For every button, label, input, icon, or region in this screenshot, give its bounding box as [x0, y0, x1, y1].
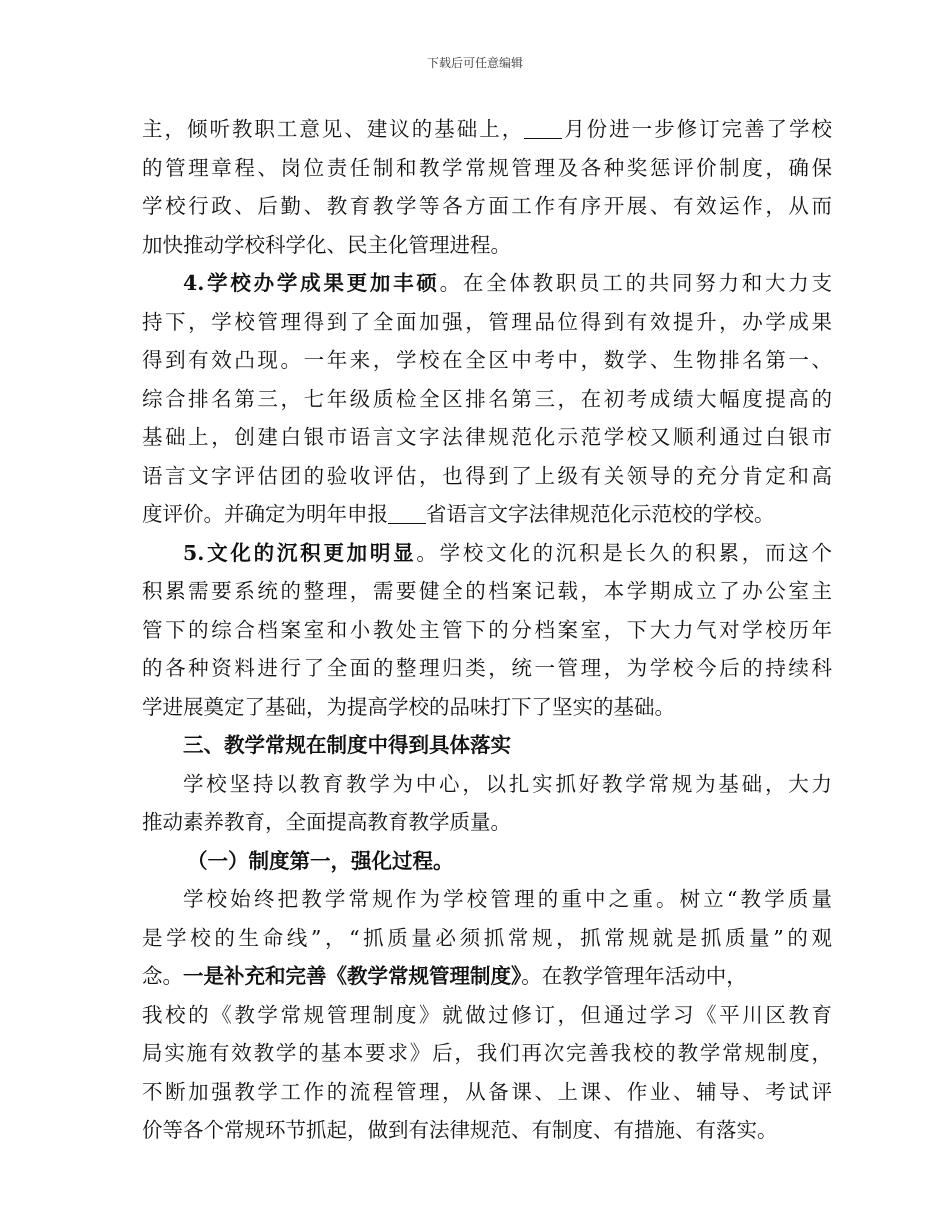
subsection-heading: （一）制度第一，强化过程。 [187, 848, 454, 873]
text-line: 综合排名第三，七年级质检全区排名第三，在初考成绩大幅度提高的 [142, 386, 832, 411]
text-line: 5.文化的沉积更加明显。学校文化的沉积是长久的积累，而这个 [183, 540, 832, 565]
text-line: 价等各个常规环节抓起，做到有法律规范、有制度、有措施、有落实。 [142, 1118, 778, 1142]
page-header: 下载后可任意编辑 [426, 56, 523, 70]
paragraph-management [142, 110, 832, 264]
text-line: 学校始终把教学常规作为学校管理的重中之重。树立“教学质量 [183, 887, 832, 911]
section-heading: 三、教学常规在制度中得到具体落实 [183, 733, 511, 757]
text-line: 学校坚持以教育教学为中心，以扎实抓好教学常规为基础，大力 [183, 771, 832, 796]
paragraph-culture [142, 534, 832, 727]
text-line: 学校行政、后勤、教育教学等各方面工作有序开展、有效运作，从而 [142, 194, 832, 218]
text-line: 的各种资料进行了全面的整理归类，统一管理，为学校今后的持续科 [142, 656, 832, 680]
text-line: 度评价。并确定为明年申报 省语言文字法律规范化示范校的学校。 [142, 502, 775, 526]
emphasis-text: 一是补充和完善《教学常规管理制度》 [183, 964, 522, 988]
text-line: 语言文字评估团的验收评估，也得到了上级有关领导的充分肯定和高 [142, 463, 832, 488]
text-line: 局实施有效教学的基本要求》后，我们再次完善我校的教学常规制度， [142, 1041, 832, 1065]
text-line: 得到有效凸现。一年来，学校在全区中考中，数学、生物排名第一、 [142, 348, 832, 372]
paragraph-system [142, 880, 832, 1150]
text-line: 我校的《教学常规管理制度》就做过修订，但通过学习《平川区教育 [142, 1002, 832, 1027]
paragraph-teaching [142, 765, 832, 842]
text-line: 学进展奠定了基础，为提高学校的品味打下了坚实的基础。 [142, 694, 675, 719]
text-line: 管下的综合档案室和小教处主管下的分档案室，下大力气对学校历年 [142, 617, 832, 642]
paragraph-achievements [142, 264, 832, 534]
text-line: 4.学校办学成果更加丰硕。在全体教职员工的共同努力和大力支 [183, 271, 833, 295]
text-line: 的管理章程、岗位责任制和教学常规管理及各种奖惩评价制度，确保 [142, 155, 832, 180]
paragraph-heading: 5.文化的沉积更加明显 [183, 540, 417, 565]
text-line: 念。一是补充和完善《教学常规管理制度》。在教学管理年活动中， [142, 964, 747, 988]
text-line: 推动素养教育，全面提高教育教学质量。 [142, 810, 511, 834]
text-line: 不断加强教学工作的流程管理，从备课、上课、作业、辅导、考试评 [142, 1079, 832, 1104]
text-line: 主，倾听教职工意见、建议的基础上， 月份进一步修订完善了学校 [142, 117, 833, 141]
blank-underline [388, 503, 426, 524]
text-line: 是学校的生命线”，“抓质量必须抓常规，抓常规就是抓质量”的观 [142, 925, 832, 950]
text-line: 持下，学校管理得到了全面加强，管理品位得到有效提升，办学成果 [142, 309, 832, 334]
document-body [142, 110, 832, 1150]
text-line: 基础上，创建白银市语言文字法律规范化示范学校又顺利通过白银市 [142, 425, 832, 449]
text-line: 积累需要系统的整理，需要健全的档案记载，本学期成立了办公室主 [142, 579, 832, 603]
paragraph-heading: 4.学校办学成果更加丰硕 [183, 271, 440, 295]
blank-underline [524, 118, 562, 139]
text-line: 加快推动学校科学化、民主化管理进程。 [142, 232, 511, 257]
